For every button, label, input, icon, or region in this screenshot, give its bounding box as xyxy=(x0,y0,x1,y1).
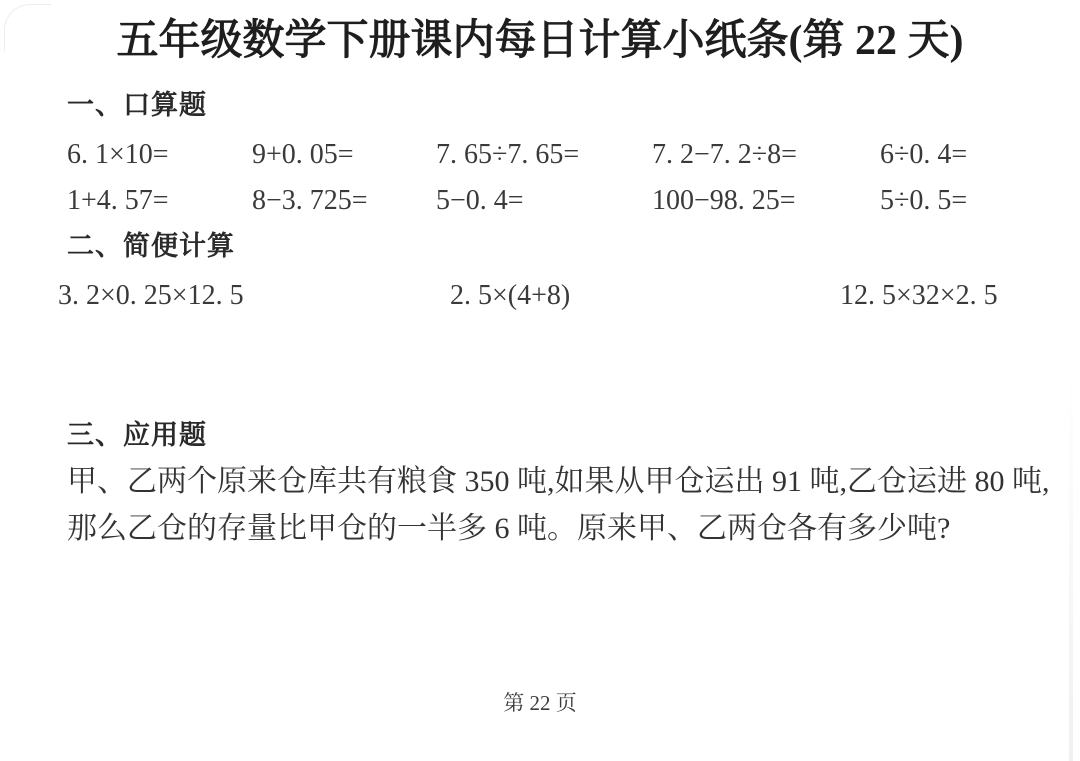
oral-row-2 xyxy=(0,182,1080,222)
section-heading-word-problem: 三、应用题 xyxy=(67,420,207,450)
page-title: 五年级数学下册课内每日计算小纸条(第 22 天) xyxy=(116,18,964,64)
section-heading-simplify: 二、简便计算 xyxy=(67,231,235,261)
oral-problem: 6. 1×10= xyxy=(67,139,169,170)
oral-problem: 100−98. 25= xyxy=(652,185,796,216)
word-problem-line: 那么乙仓的存量比甲仓的一半多 6 吨。原来甲、乙两仓各有多少吨? xyxy=(67,512,951,545)
oral-problem: 5÷0. 5= xyxy=(880,185,968,216)
oral-problem: 6÷0. 4= xyxy=(880,139,968,170)
oral-problem: 7. 65÷7. 65= xyxy=(436,139,580,170)
section-heading-oral: 一、口算题 xyxy=(67,90,207,120)
oral-problem: 9+0. 05= xyxy=(252,139,354,170)
oral-problem: 8−3. 725= xyxy=(252,185,368,216)
oral-problem: 5−0. 4= xyxy=(436,185,524,216)
simplify-problem: 3. 2×0. 25×12. 5 xyxy=(58,280,244,311)
oral-problem: 1+4. 57= xyxy=(67,185,169,216)
oral-problem: 7. 2−7. 2÷8= xyxy=(652,139,797,170)
simplify-problem: 2. 5×(4+8) xyxy=(450,280,571,311)
word-problem-line: 甲、乙两个原来仓库共有粮食 350 吨,如果从甲仓运出 91 吨,乙仓运进 80 吨, xyxy=(67,465,1050,498)
simplify-problem: 12. 5×32×2. 5 xyxy=(840,280,998,311)
oral-row-1 xyxy=(0,136,1080,176)
page-number: 第 22 页 xyxy=(503,691,577,715)
simplify-row xyxy=(0,277,1080,317)
